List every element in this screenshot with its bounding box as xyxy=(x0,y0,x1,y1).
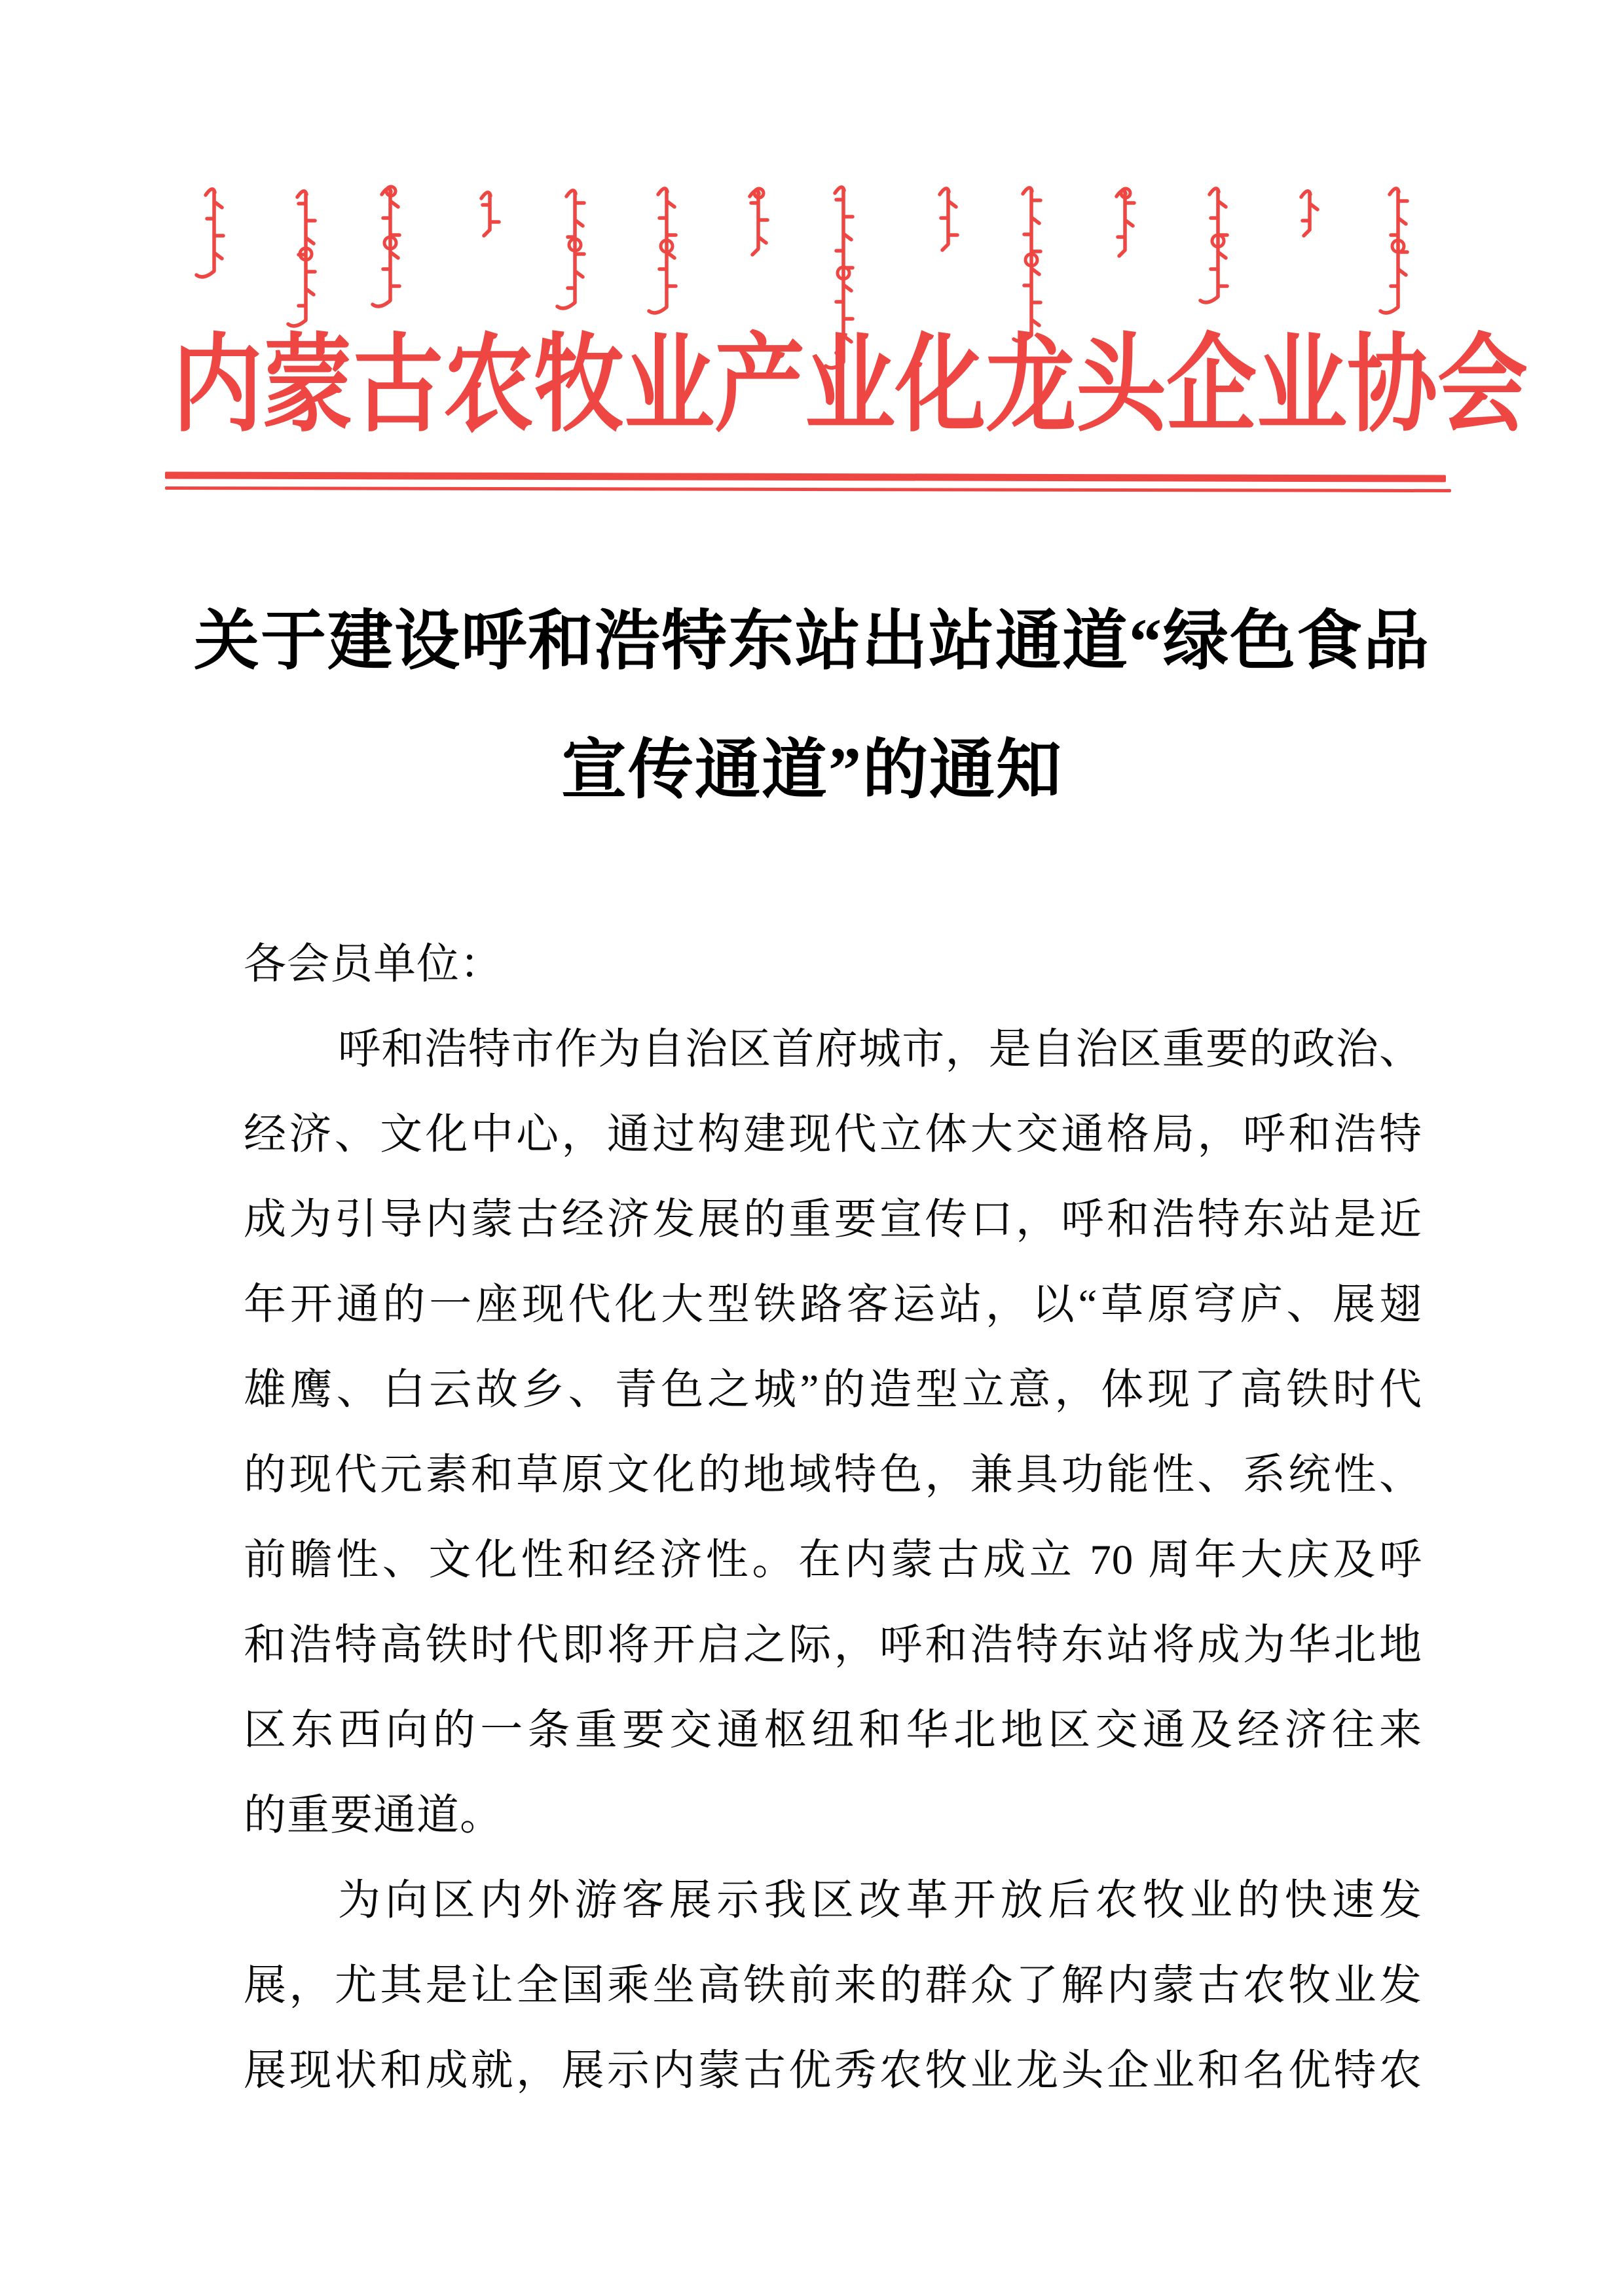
body-line: 展现状和成就，展示内蒙古优秀农牧业龙头企业和名优特农 xyxy=(244,2047,1422,2094)
body-line: 经济、文化中心，通过构建现代立体大交通格局，呼和浩特 xyxy=(244,1111,1422,1158)
body-line: 年开通的一座现代化大型铁路客运站，以“草原穹庐、展翅 xyxy=(244,1281,1422,1328)
body-line: 成为引导内蒙古经济发展的重要宣传口，呼和浩特东站是近 xyxy=(244,1196,1422,1243)
body-line: 雄鹰、白云故乡、青色之城”的造型立意，体现了高铁时代 xyxy=(244,1366,1422,1413)
body-line: 展，尤其是让全国乘坐高铁前来的群众了解内蒙古农牧业发 xyxy=(244,1962,1422,2009)
body-line: 区东西向的一条重要交通枢纽和华北地区交通及经济往来 xyxy=(244,1707,1422,1754)
letterhead-rule-thin xyxy=(165,486,1451,492)
body-line: 的重要通道。 xyxy=(244,1792,504,1839)
body-line-salutation: 各会员单位： xyxy=(244,941,504,988)
document-title-line-1: 关于建设呼和浩特东站出站通道“绿色食品 xyxy=(194,605,1430,678)
body-line: 和浩特高铁时代即将开启之际，呼和浩特东站将成为华北地 xyxy=(244,1622,1422,1669)
association-name: 内蒙古农牧业产业化龙头企业协会 xyxy=(172,326,1528,445)
body-line: 的现代元素和草原文化的地域特色，兼具功能性、系统性、 xyxy=(244,1451,1422,1499)
document-title-line-2: 宣传通道”的通知 xyxy=(561,734,1063,807)
body-line: 为向区内外游客展示我区改革开放后农牧业的快速发 xyxy=(338,1877,1422,1924)
body-line: 前瞻性、文化性和经济性。在内蒙古成立 70 周年大庆及呼 xyxy=(244,1537,1422,1584)
body-line: 呼和浩特市作为自治区首府城市，是自治区重要的政治、 xyxy=(338,1026,1422,1073)
letterhead-rule-thick xyxy=(165,471,1446,482)
notice-body xyxy=(244,922,1422,2113)
